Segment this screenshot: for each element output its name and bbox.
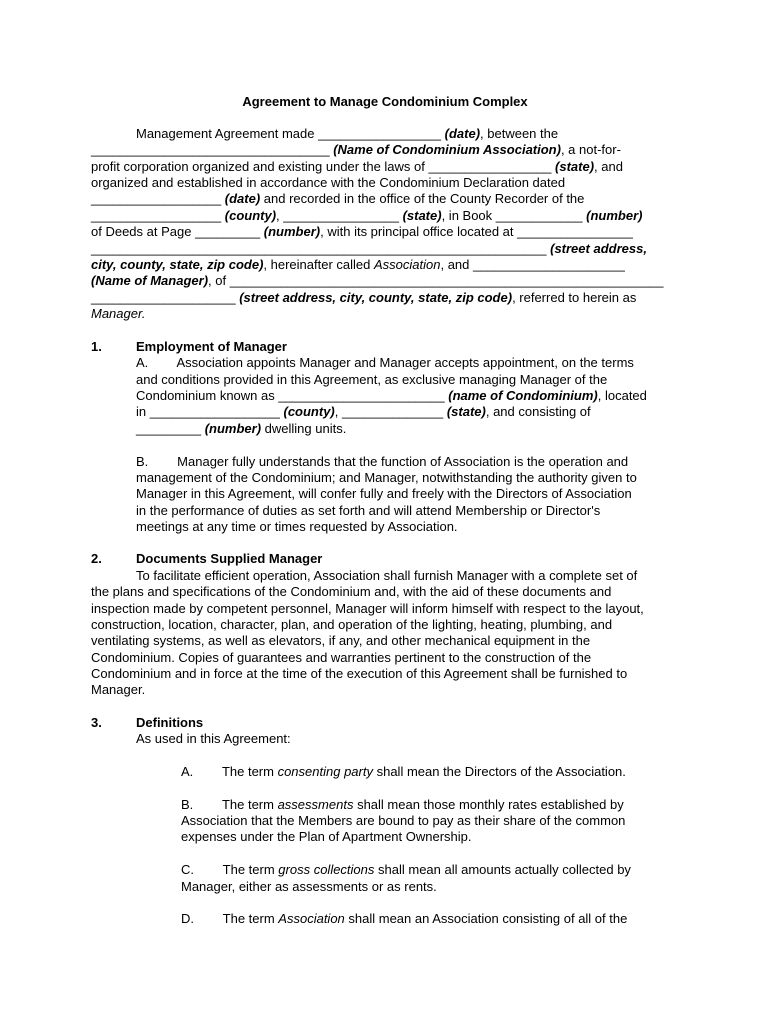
section-2-heading: Documents Supplied Manager [136,551,323,566]
section-1b-line-1: B. Manager fully understands that the function of Association is the operation and [136,454,629,469]
section-1a-line-1: A. Association appoints Manager and Manager accepts appointment, on the terms [136,355,634,370]
intro-line-9: city, county, state, zip code), hereinafter called Association, and _____________________ [91,257,625,272]
section-1b-line-2: management of the Condominium; and Manager, notwithstanding the authority given to [136,470,637,485]
section-1b-line-5: meetings at any time or times requested by Association. [136,519,458,534]
section-3-heading: Definitions [136,715,204,730]
intro-line-10: (Name of Manager), of ____________________________________________________________ [91,273,664,288]
section-3-intro: As used in this Agreement: [136,731,291,746]
definition-c-line-2: Manager, either as assessments or as rents. [181,879,437,894]
intro-line-5: __________________ (date) and recorded in the office of the County Recorder of the [91,191,585,206]
definition-b-line-2: Association that the Members are bound to pay as their share of the common [181,813,626,828]
intro-line-2: _________________________________ (Name of Condominium Association), a not-for- [91,142,621,157]
section-1a-line-5: _________ (number) dwelling units. [136,421,347,436]
section-2-line-1: To facilitate efficient operation, Association shall furnish Manager with a complete set of [136,568,638,583]
section-1-heading: Employment of Manager [136,339,287,354]
section-1b-line-4: in the performance of duties as set forth and will attend Membership or Director's [136,503,601,518]
section-2-line-8: Manager. [91,682,146,697]
section-2-line-4: construction, location, character, plan, and operation of the lighting, heating, plumbing, and [91,617,613,632]
section-2-line-7: Condominium and in force at the time of the execution of this Agreement shall be furnished to [91,666,628,681]
section-2-line-6: Condominium. Copies of guarantees and warranties pertinent to the construction of the [91,650,592,665]
definition-a-line-1: A. The term consenting party shall mean the Directors of the Association. [181,764,626,779]
intro-line-7: of Deeds at Page _________ (number), with its principal office located at ________________ [91,224,633,239]
intro-line-12: Manager. [91,306,146,321]
section-2-line-5: ventilating systems, as well as elevators, if any, and other mechanical equipment in the [91,633,591,648]
document-title: Agreement to Manage Condominium Complex [242,94,528,109]
intro-line-4: organized and established in accordance with the Condominium Declaration dated [91,175,566,190]
section-3-number: 3. [91,715,102,730]
section-1-number: 1. [91,339,102,354]
intro-line-6: __________________ (county), ________________ (state), in Book ____________ (number) [91,208,643,223]
section-2-line-3: inspection made by competent personnel, Manager will inform himself with respect to the layout, [91,601,644,616]
intro-line-8: _______________________________________________________________ (street address, [91,241,647,256]
section-1a-line-4: in __________________ (county), ______________ (state), and consisting of [136,404,591,419]
intro-line-1: Management Agreement made _________________ (date), between the [136,126,559,141]
section-1a-line-3: Condominium known as _______________________ (name of Condominium), located [136,388,647,403]
section-1b-line-3: Manager in this Agreement, will confer fully and freely with the Directors of Association [136,486,632,501]
definition-c-line-1: C. The term gross collections shall mean all amounts actually collected by [181,862,631,877]
intro-line-3: profit corporation organized and existing under the laws of _________________ (state), and [91,159,623,174]
section-2-line-2: the plans and specifications of the Condominium and, with the aid of these documents and [91,584,612,599]
section-2-number: 2. [91,551,102,566]
definition-d-line-1: D. The term Association shall mean an Association consisting of all of the [181,911,628,926]
definition-b-line-3: expenses under the Plan of Apartment Ownership. [181,829,472,844]
intro-line-11: ____________________ (street address, city, county, state, zip code), referred to herein as [91,290,637,305]
definition-b-line-1: B. The term assessments shall mean those monthly rates established by [181,797,624,812]
section-1a-line-2: and conditions provided in this Agreement, as exclusive managing Manager of the [136,372,608,387]
